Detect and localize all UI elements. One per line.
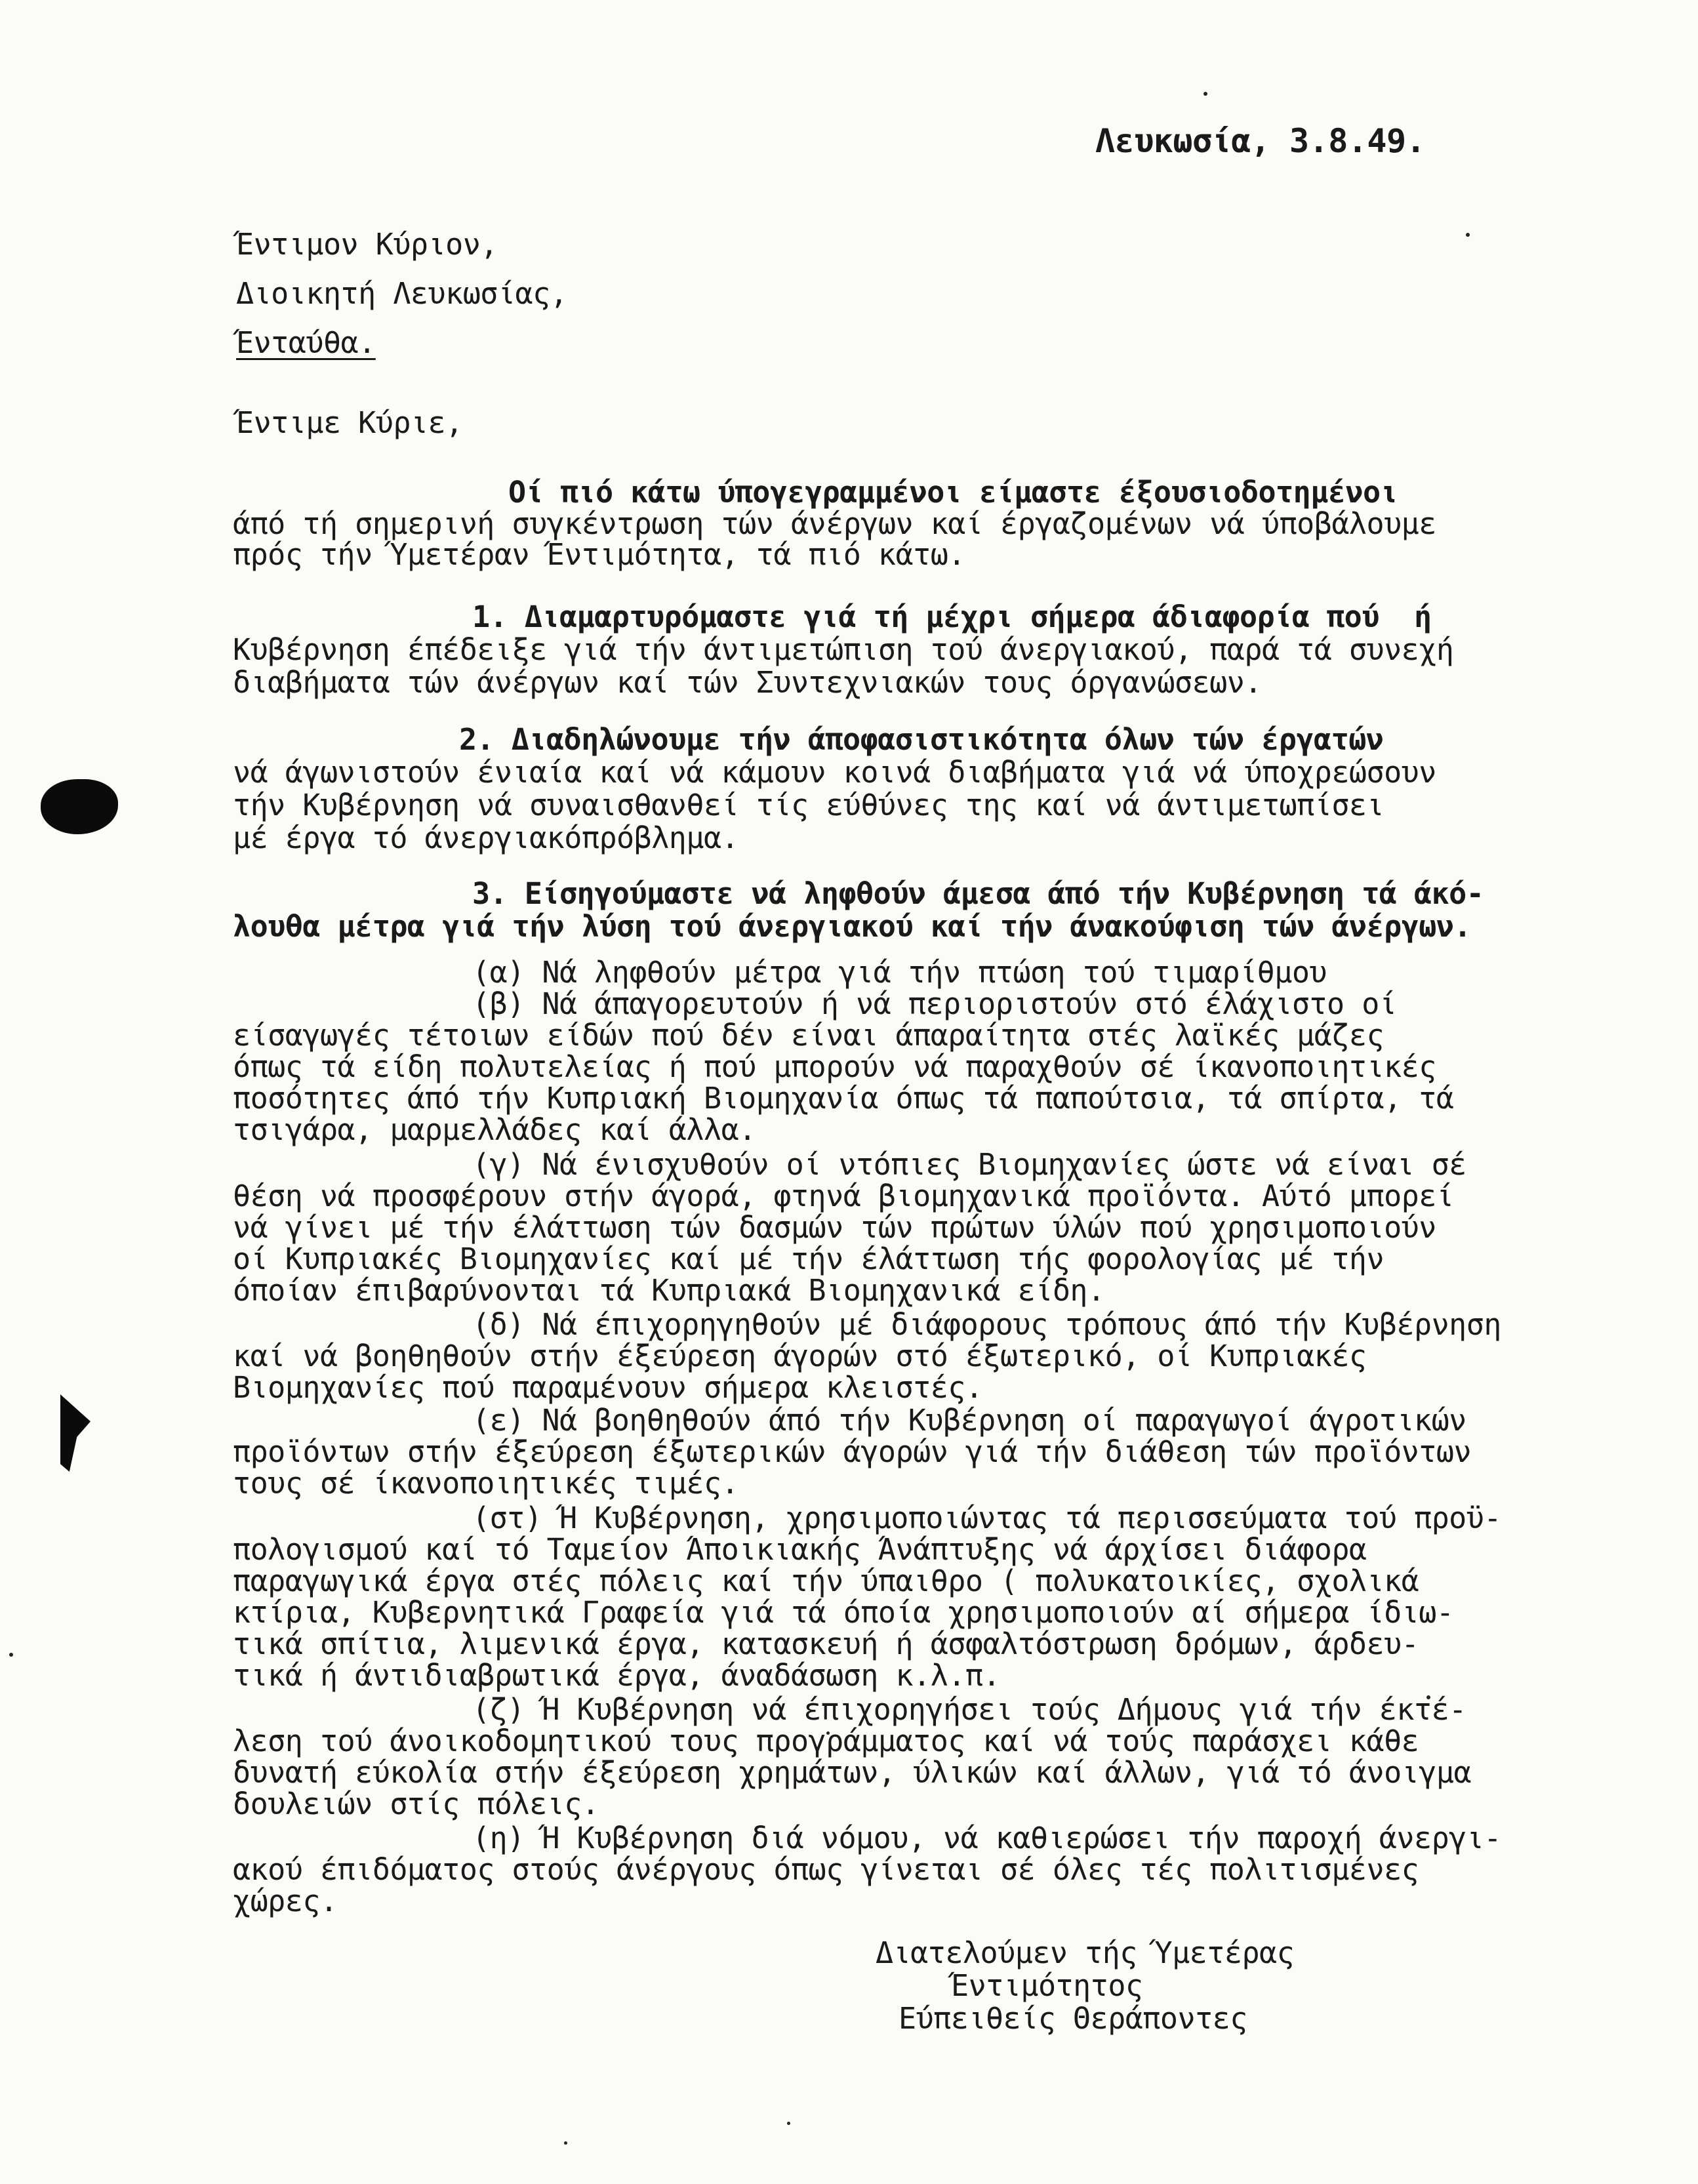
item-c-line: όποίαν έπιβαρύνονται τά Κυπριακά Βιομηχανικά είδη. (233, 1273, 1105, 1308)
item-st-line: παραγωγικά έργα στές πόλεις καί τήν ύπαιθρο ( πολυκατοικίες, σχολικά (233, 1564, 1419, 1598)
item-b-line: τσιγάρα, μαρμελλάδες καί άλλα. (233, 1112, 756, 1147)
item-c-line: οί Κυπριακές Βιομηχανίες καί μέ τήν έλάττωση τής φορολογίας μέ τήν (233, 1242, 1385, 1276)
salutation: Έντιμε Κύριε, (236, 405, 463, 440)
intro-line: άπό τή σημερινή συγκέντρωση τών άνέργων καί έργαζομένων νά ύποβάλουμε (233, 506, 1436, 541)
item-h-line: (η) Ή Κυβέρνηση διά νόμου, νά καθιερώσει τήν παροχή άνεργι- (472, 1821, 1501, 1855)
point-3-line: λουθα μέτρα γιά τήν λύση τού άνεργιακού καί τήν άνακούφιση τών άνέργων. (233, 909, 1472, 944)
date-line: Λευκωσία, 3.8.49. (1095, 122, 1426, 160)
item-b-line: είσαγωγές τέτοιων είδών πού δέν είναι άπαραίτητα στές λαϊκές μάζες (233, 1018, 1385, 1053)
intro-line: πρός τήν Ύμετέραν Έντιμότητα, τά πιό κάτω. (233, 537, 965, 572)
item-h-line: ακού έπιδόματος στούς άνέργους όπως γίνεται σέ όλες τές πολιτισμένες (233, 1852, 1419, 1887)
punch-hole-mark (41, 779, 118, 834)
item-b-line: όπως τά είδη πολυτελείας ή πού μπορούν νά παραχθούν σέ ίκανοποιητικές (233, 1049, 1436, 1084)
item-st-line: τικά σπίτια, λιμενικά έργα, κατασκευή ή άσφαλτόστρωση δρόμων, άρδευ- (233, 1627, 1419, 1661)
scan-speck (564, 2141, 567, 2145)
item-z-line: δυνατή εύκολία στήν έξεύρεση χρημάτων, ύλικών καί άλλων, γιά τό άνοιγμα (233, 1755, 1472, 1790)
point-2-line: μέ έργα τό άνεργιακόπρόβλημα. (233, 820, 739, 855)
item-a-line: (α) Νά ληφθούν μέτρα γιά τήν πτώση τού τιμαρίθμου (472, 955, 1327, 990)
scan-speck (1203, 92, 1207, 96)
item-z-line: λεση τού άνοικοδομητικού τους προγράμματος καί νά τούς παράσχει κάθε (233, 1724, 1419, 1758)
item-st-line: πολογισμού καί τό Ταμείον Άποικιακής Άνάπτυξης νά άρχίσει διάφορα (233, 1532, 1367, 1567)
item-e-line: προϊόντων στήν έξεύρεση έξωτερικών άγορών γιά τήν διάθεση τών προϊόντων (233, 1434, 1472, 1469)
scan-speck (9, 1653, 13, 1657)
item-d-line: (δ) Νά έπιχορηγηθούν μέ διάφορους τρόπους άπό τήν Κυβέρνηση (472, 1307, 1501, 1342)
closing-line: Διατελούμεν τής Ύμετέρας (876, 1935, 1295, 1970)
item-e-line: (ε) Νά βοηθηθούν άπό τήν Κυβέρνηση οί παραγωγοί άγροτικών (472, 1403, 1466, 1438)
recipient-line-2: Διοικητή Λευκωσίας, (236, 276, 568, 311)
point-1-line: 1. Διαμαρτυρόμαστε γιά τή μέχρι σήμερα άδιαφορία πού ή (472, 599, 1432, 634)
punch-hole-mark-lower (60, 1394, 91, 1472)
point-3-line: 3. Είσηγούμαστε νά ληφθούν άμεσα άπό τήν Κυβέρνηση τά άκό- (472, 876, 1484, 911)
intro-line: Οί πιό κάτω ύπογεγραμμένοι είμαστε έξουσιοδοτημένοι (508, 475, 1398, 510)
recipient-line-1: Έντιμον Κύριον, (236, 227, 498, 262)
item-b-line: ποσότητες άπό τήν Κυπριακή Βιομηχανία όπως τά παπούτσια, τά σπίρτα, τά (233, 1081, 1454, 1116)
closing-line: Εύπειθείς Θεράποντες (899, 2001, 1247, 2036)
item-c-line: θέση νά προσφέρουν στήν άγορά, φτηνά βιομηχανικά προϊόντα. Αύτό μπορεί (233, 1179, 1454, 1213)
point-1-line: Κυβέρνηση έπέδειξε γιά τήν άντιμετώπιση τού άνεργιακού, παρά τά συνεχή (233, 632, 1454, 667)
item-z-line: δουλειών στίς πόλεις. (233, 1787, 599, 1821)
item-d-line: Βιομηχανίες πού παραμένουν σήμερα κλειστές. (233, 1370, 983, 1405)
point-2-line: 2. Διαδηλώνουμε τήν άποφασιστικότητα όλων τών έργατών (459, 722, 1384, 757)
item-st-line: (στ) Ή Κυβέρνηση, χρησιμοποιώντας τά περισσεύματα τού προϋ- (472, 1501, 1501, 1535)
point-2-line: νά άγωνιστούν ένιαία καί νά κάμουν κοινά διαβήματα γιά νά ύποχρεώσουν (233, 755, 1436, 790)
recipient-line-3: Ένταύθα. (236, 325, 376, 360)
item-e-line: τους σέ ίκανοποιητικές τιμές. (233, 1466, 739, 1501)
item-st-line: τικά ή άντιδιαβρωτικά έργα, άναδάσωση κ.λ.π. (233, 1658, 1001, 1693)
item-st-line: κτίρια, Κυβερνητικά Γραφεία γιά τά όποία χρησιμοποιούν αί σήμερα ίδιω- (233, 1595, 1454, 1630)
point-2-line: τήν Κυβέρνηση νά συναισθανθεί τίς εύθύνες της καί νά άντιμετωπίσει (233, 788, 1385, 822)
point-1-line: διαβήματα τών άνέργων καί τών Συντεχνιακών τους όργανώσεων. (233, 665, 1262, 700)
scan-speck (787, 2122, 790, 2125)
item-h-line: χώρες. (233, 1884, 338, 1918)
item-c-line: (γ) Νά ένισχυθούν οί ντόπιες Βιομηχανίες ώστε νά είναι σέ (472, 1147, 1466, 1182)
item-c-line: νά γίνει μέ τήν έλάττωση τών δασμών τών πρώτων ύλών πού χρησιμοποιούν (233, 1210, 1436, 1245)
closing-line: Έντιμότητος (951, 1968, 1143, 2003)
item-z-line: (ζ) Ή Κυβέρνηση νά έπιχορηγήσει τούς Δήμους γιά τήν έκτέ- (472, 1692, 1466, 1727)
item-d-line: καί νά βοηθηθούν στήν έξεύρεση άγορών στό έξωτερικό, οί Κυπριακές (233, 1339, 1367, 1373)
scan-speck (1466, 233, 1470, 237)
item-b-line: (β) Νά άπαγορευτούν ή νά περιοριστούν στό έλάχιστο οί (472, 986, 1397, 1021)
